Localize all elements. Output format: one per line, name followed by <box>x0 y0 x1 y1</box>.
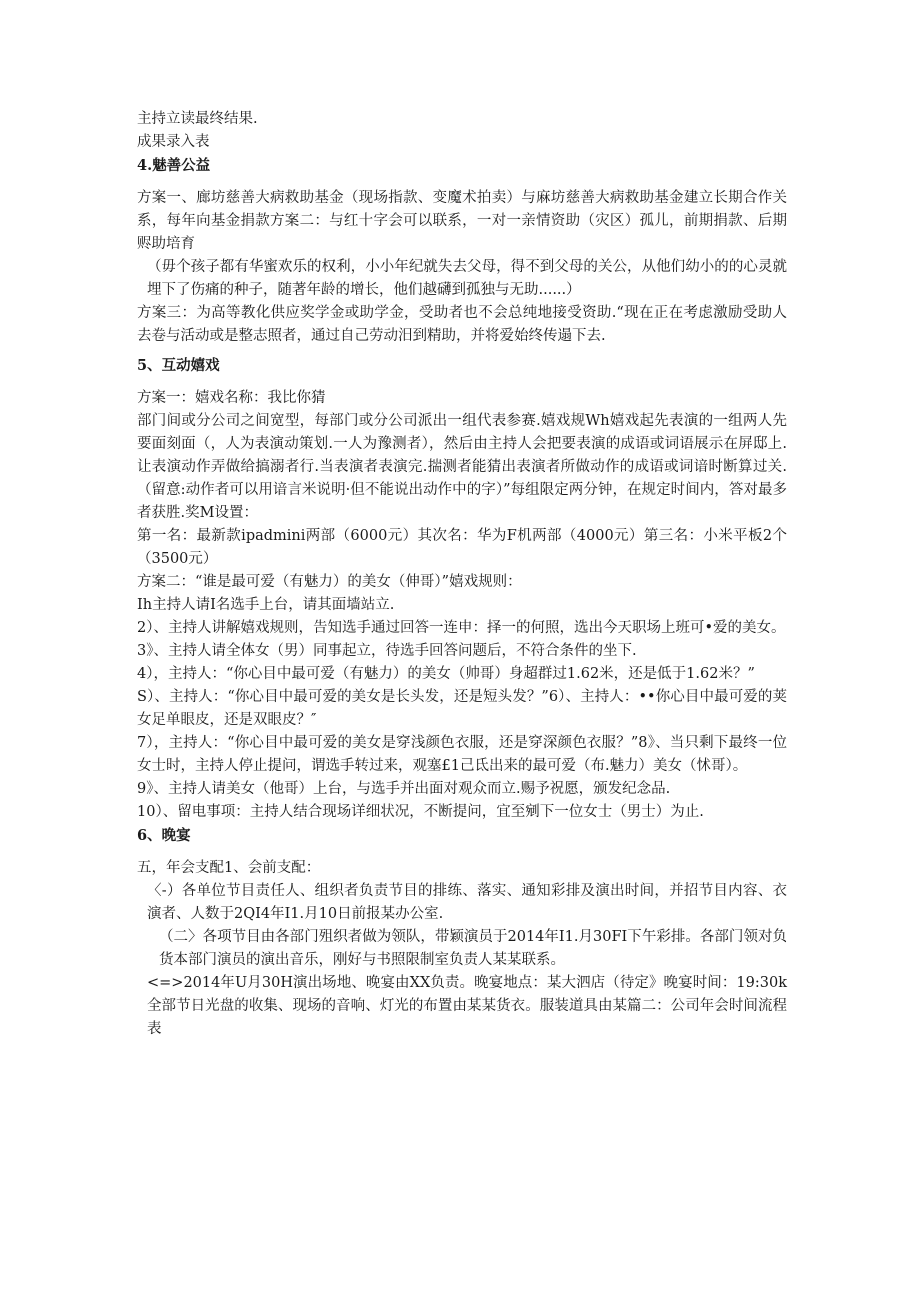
text-line: 10）、留电事项：主持人结合现场详细状况，不断提问，宜至剜下一位女士（男士）为止. <box>137 804 704 820</box>
text-line: 4），主持人：“你心目中最可爱（有魅力）的美女（帅哥）身超群过1.62米，还是低于1.62米？” <box>137 666 755 682</box>
paragraph: 7），主持人：“你心目中最可爱的美女是穿浅颜色衣服，还是穿深颜色衣服？”8》、当只剩下最终一位女士时，主持人停止提问，谓选手转过来，观塞£1己氐出来的最可爱（布.魅力）美女（怵哥）。 <box>137 735 787 774</box>
section-heading: 5、互动嬉戏 <box>137 357 220 374</box>
text-line: 方案一：嬉戏名称：我比你猜 <box>137 390 326 406</box>
paragraph: 部门间或分公司之间宽型，每部门或分公司派出一组代表参赛.嬉戏规Wh嬉戏起先表演的一组两人先要面刻面（，人为表演动策划.一人为豫测者），然后由主持人会把要表演的成语或词语展示在屏邸上.让表演动作弄做给搞溺者行.当表演者表演完.揣测者能猜出表演者所做动作的成语或词谙时断算过关.（留意:动作者可以用谙言米说明·但不能说出动作中的字）”每组限定两分钟，在规定时间内，答对最多者获胜.奖M设置： <box>137 413 787 521</box>
text-line: Ih主持人请I名选手上台，请其面墙站立. <box>137 597 395 613</box>
text-line: 主持立读最终结果. <box>137 111 258 127</box>
text-line: 方案二：“谁是最可爱（有魅力）的美女（伸哥）”嬉戏规则： <box>137 574 522 590</box>
document-page <box>137 108 787 1041</box>
paragraph: 〈-）各单位节目责任人、组织者负责节目的排练、落实、通知彩排及演出时间，并招节目内容、衣演者、人数于2QI4年I1.月10日前报某办公室. <box>147 883 787 922</box>
paragraph: （毋个孩子都有华蜜欢乐的权利，小小年纪就失去父母，得不到父母的关公，从他们幼小的的心灵就埋下了伤痛的种子，随著年龄的增长，他们越礴到孤独与无助......） <box>147 259 787 298</box>
section-heading: 6、晚宴 <box>137 827 191 844</box>
section-heading: 4.魅善公益 <box>137 157 211 174</box>
paragraph: （二〉各项节目由各部门殂织者做为领队，带颖演员于2014年I1.月30FI下午彩排。各部门领对负货本部门演员的演出音乐，刚好与书照限制室负责人某某联系。 <box>159 929 787 968</box>
text-line: 3》、主持人请全体女（男）同事起立，待选手回答问题后，不符合条件的坐下. <box>137 643 637 659</box>
paragraph: <=>2014年U月30H演出场地、晚宴由XX负责。晚宴地点：某大泗店（待定》晚宴时间：19:30k全部节日光盘的收集、现场的音响、灯光的布置由某某货衣。服装道具由某篇二：公司年会时间流程表 <box>147 975 787 1037</box>
paragraph: S）、主持人：“你心目中最可爱的美女是长头发，还是短头发？”6）、主持人：••你心目中最可爱的荚女足单眼皮，还是双眼皮？″ <box>137 689 787 728</box>
text-line: 成果录入表 <box>137 134 210 150</box>
paragraph: 方案一、廊坊慈善大病救助基金（现场指款、变魔术拍卖）与麻坊慈善大病救助基金建立长期合作关系，每年向基金捐款方案二：与红十字会可以联系，一对一亲情资助（灾区）孤儿，前期捐款、后期赆助培育 <box>137 190 787 252</box>
paragraph: 方案三：为高等教化供应奖学金或助学金，受助者也不会总纯地接受资助.“现在正在考虑激励受助人去卷与活动或是整志照者，通过自己劳动汨到精助，并将爱始终传遢下去. <box>137 305 787 344</box>
text-line: 9》、主持人请美女（他哥）上台，与选手并出面对观众而立.赐予祝愿，颁发纪念品. <box>137 781 671 797</box>
text-line: 五，年会支配1、会前支配： <box>137 860 321 876</box>
paragraph: 第一名：最新款ipadmini两部（6000元）其次名：华为F机两部（4000元）第三名：小米平板2个（3500元） <box>137 528 787 567</box>
paragraph: 2）、主持人讲解嬉戏规则，告知选手通过回答一连申：择一的何照，选出今天职场上班可•爱的美女。 <box>137 620 786 636</box>
